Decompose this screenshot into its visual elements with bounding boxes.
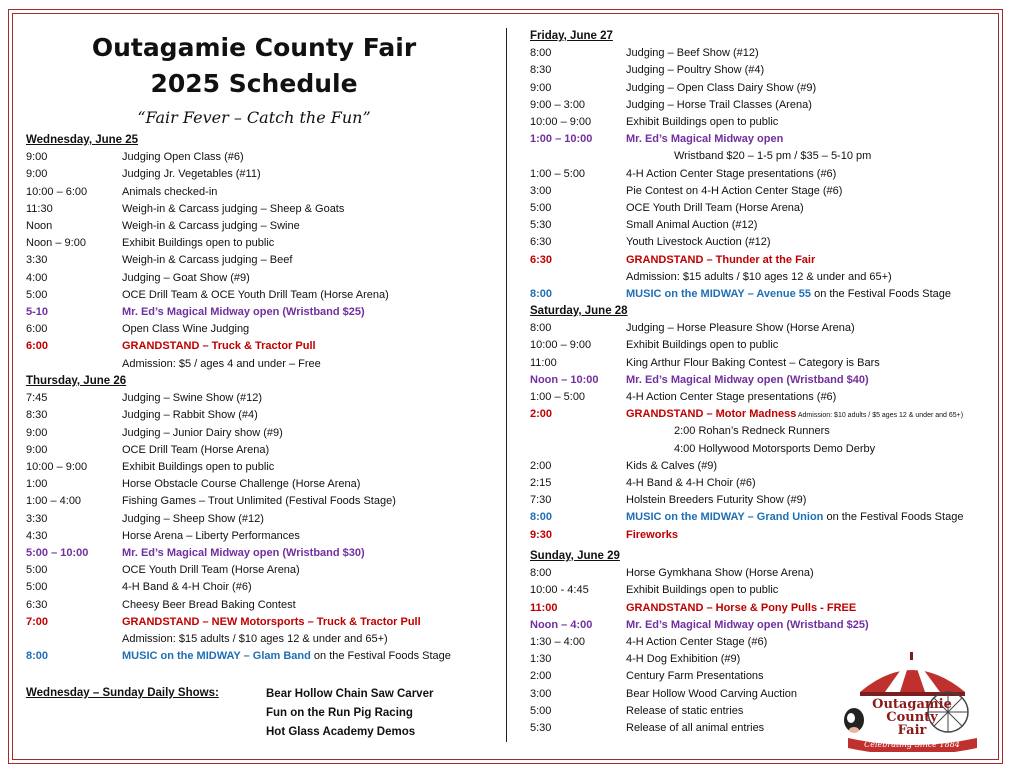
schedule-row bbox=[530, 82, 1000, 96]
event-description: Wristband $20 – 1-5 pm / $35 – 5-10 pm bbox=[674, 150, 872, 163]
event-description: Exhibit Buildings open to public bbox=[626, 584, 779, 597]
day-heading-thu: Thursday, June 26 bbox=[26, 375, 127, 387]
event-time: 5:00 bbox=[26, 581, 48, 594]
event-description: 4-H Action Center Stage (#6) bbox=[626, 636, 768, 648]
event-time: 6:00 bbox=[26, 323, 48, 336]
event-time: 10:00 – 9:00 bbox=[26, 461, 88, 473]
event-time: Noon bbox=[26, 220, 53, 232]
daily-show-item: Hot Glass Academy Demos bbox=[266, 726, 416, 738]
event-description: Horse Gymkhana Show (Horse Arena) bbox=[626, 567, 814, 580]
schedule-row bbox=[26, 581, 496, 595]
event-description: Judging Open Class (#6) bbox=[122, 151, 244, 164]
event-description: Judging Jr. Vegetables (#11) bbox=[122, 168, 261, 181]
event-description: MUSIC on the MIDWAY – Avenue 55 bbox=[626, 288, 812, 300]
day-heading-wed: Wednesday, June 25 bbox=[26, 134, 139, 146]
event-description: 4-H Action Center Stage presentations (#6) bbox=[626, 391, 837, 403]
event-description: GRANDSTAND – Thunder at the Fair bbox=[626, 253, 816, 266]
schedule-row bbox=[26, 358, 496, 372]
event-description: Kids & Calves (#9) bbox=[626, 459, 718, 472]
event-time: 8:30 bbox=[26, 409, 48, 422]
schedule-row bbox=[26, 547, 496, 561]
event-description: MUSIC on the MIDWAY – Grand Union bbox=[626, 511, 824, 524]
event-time: 1:30 – 4:00 bbox=[530, 636, 586, 648]
schedule-row bbox=[530, 339, 1000, 353]
event-time: 8:00 bbox=[530, 47, 552, 60]
event-time: 5:00 – 10:00 bbox=[26, 547, 89, 559]
event-description: Admission: $5 / ages 4 and under – Free bbox=[122, 357, 321, 370]
event-description: Horse Obstacle Course Challenge (Horse Arena) bbox=[122, 478, 361, 491]
event-time: 10:00 – 9:00 bbox=[530, 339, 592, 352]
event-time: 5:30 bbox=[530, 722, 552, 734]
event-time: 10:00 - 4:45 bbox=[530, 584, 589, 597]
event-time: 8:00 bbox=[530, 511, 553, 524]
schedule-row bbox=[26, 254, 496, 268]
schedule-row bbox=[26, 220, 496, 234]
schedule-row bbox=[530, 150, 1000, 164]
page-title-line1: Outagamie County Fair bbox=[91, 33, 417, 62]
event-description: OCE Youth Drill Team (Horse Arena) bbox=[122, 564, 300, 577]
schedule-row bbox=[530, 619, 1000, 633]
schedule-row bbox=[530, 584, 1000, 598]
event-time: 9:00 bbox=[26, 443, 48, 456]
schedule-row bbox=[26, 616, 496, 630]
event-description: Small Animal Auction (#12) bbox=[626, 219, 758, 232]
event-time: 5:00 bbox=[530, 704, 552, 717]
schedule-row bbox=[530, 636, 1000, 650]
schedule-row bbox=[530, 64, 1000, 78]
event-time: Noon – 4:00 bbox=[530, 618, 593, 631]
event-time: 10:00 – 6:00 bbox=[26, 185, 88, 198]
event-description: 4-H Band & 4-H Choir (#6) bbox=[122, 581, 252, 594]
event-description: Weigh-in & Carcass judging – Sheep & Goats bbox=[122, 202, 345, 215]
event-time: 11:00 bbox=[530, 601, 558, 614]
schedule-row bbox=[26, 151, 496, 165]
schedule-row bbox=[530, 219, 1000, 233]
schedule-row bbox=[26, 409, 496, 423]
schedule-row bbox=[530, 271, 1000, 285]
event-time: 3:30 bbox=[26, 512, 48, 525]
schedule-row bbox=[530, 477, 1000, 491]
daily-shows-heading: Wednesday – Sunday Daily Shows: bbox=[26, 687, 219, 699]
event-description: Admission: $15 adults / $10 ages 12 & under and 65+) bbox=[626, 270, 892, 283]
event-description: Release of static entries bbox=[626, 704, 744, 717]
event-line bbox=[626, 408, 963, 422]
schedule-row bbox=[530, 357, 1000, 371]
event-description: OCE Youth Drill Team (Horse Arena) bbox=[626, 202, 804, 214]
column-divider bbox=[506, 28, 507, 742]
event-description: Release of all animal entries bbox=[626, 722, 765, 734]
event-time: 5:00 bbox=[26, 564, 48, 577]
event-description: Pie Contest on 4-H Action Center Stage (#6) bbox=[626, 184, 843, 197]
event-description: 4-H Dog Exhibition (#9) bbox=[626, 653, 741, 666]
event-description: 4-H Band & 4-H Choir (#6) bbox=[626, 477, 756, 489]
event-description: 4-H Action Center Stage presentations (#6) bbox=[626, 167, 837, 180]
schedule-row bbox=[26, 340, 496, 354]
schedule-row bbox=[530, 322, 1000, 336]
event-time: 7:00 bbox=[26, 615, 49, 628]
event-description: Judging – Rabbit Show (#4) bbox=[122, 409, 258, 422]
schedule-row bbox=[530, 408, 1000, 422]
event-time: 3:00 bbox=[530, 184, 552, 197]
event-description: Judging – Beef Show (#12) bbox=[626, 47, 759, 60]
event-description: Mr. Ed’s Magical Midway open (Wristband $25) bbox=[122, 306, 365, 318]
event-time: 6:30 bbox=[26, 598, 48, 611]
schedule-row bbox=[530, 288, 1000, 302]
event-description: GRANDSTAND – Truck & Tractor Pull bbox=[122, 340, 316, 353]
event-suffix: on the Festival Foods Stage bbox=[310, 650, 451, 663]
event-description: Exhibit Buildings open to public bbox=[626, 116, 779, 128]
schedule-row bbox=[530, 202, 1000, 216]
event-description: Mr. Ed’s Magical Midway open (Wristband $25) bbox=[626, 618, 869, 631]
event-description: Exhibit Buildings open to public bbox=[122, 237, 275, 250]
schedule-row bbox=[26, 564, 496, 578]
event-line bbox=[626, 288, 951, 301]
event-description: Mr. Ed’s Magical Midway open (Wristband $40) bbox=[626, 373, 869, 386]
schedule-row bbox=[26, 392, 496, 406]
event-time: 2:00 bbox=[530, 670, 552, 683]
event-time: 7:45 bbox=[26, 392, 48, 405]
event-suffix: Admission: $10 adults / $5 ages 12 & under and 65+) bbox=[796, 412, 964, 420]
event-description: Century Farm Presentations bbox=[626, 670, 764, 683]
event-description: GRANDSTAND – Motor Madness bbox=[626, 408, 797, 421]
schedule-row bbox=[530, 391, 1000, 405]
schedule-row bbox=[26, 478, 496, 492]
schedule-row bbox=[530, 168, 1000, 182]
event-description: Judging – Poultry Show (#4) bbox=[626, 64, 765, 77]
schedule-row bbox=[26, 650, 496, 664]
event-time: 9:00 bbox=[26, 168, 48, 181]
event-description: Holstein Breeders Futurity Show (#9) bbox=[626, 494, 807, 507]
fair-theme: “Fair Fever – Catch the Fun” bbox=[137, 108, 371, 127]
event-description: King Arthur Flour Baking Contest – Category is Bars bbox=[626, 356, 880, 369]
event-description: Fireworks bbox=[626, 528, 678, 541]
event-line bbox=[122, 650, 451, 663]
event-time: 9:00 – 3:00 bbox=[530, 98, 586, 111]
day-heading-sat: Saturday, June 28 bbox=[530, 305, 628, 317]
schedule-row bbox=[530, 116, 1000, 130]
schedule-row bbox=[530, 185, 1000, 199]
event-description: Judging – Horse Pleasure Show (Horse Arena) bbox=[626, 322, 855, 335]
logo-text-1: Outagamie bbox=[872, 697, 952, 712]
schedule-row bbox=[26, 237, 496, 251]
event-description: Exhibit Buildings open to public bbox=[122, 461, 275, 473]
event-time: 1:00 – 10:00 bbox=[530, 133, 593, 146]
event-description: Open Class Wine Judging bbox=[122, 323, 250, 336]
event-description: Weigh-in & Carcass judging – Beef bbox=[122, 254, 293, 267]
event-description: Mr. Ed’s Magical Midway open (Wristband $30) bbox=[122, 547, 365, 559]
schedule-row bbox=[530, 254, 1000, 268]
event-time: 4:30 bbox=[26, 529, 48, 542]
schedule-row bbox=[26, 186, 496, 200]
page-title-line2: 2025 Schedule bbox=[150, 69, 358, 98]
event-description: Bear Hollow Wood Carving Auction bbox=[626, 687, 797, 700]
schedule-row bbox=[530, 529, 1000, 543]
event-time: 11:30 bbox=[26, 202, 53, 215]
event-time: 2:00 bbox=[530, 408, 553, 421]
schedule-row bbox=[26, 513, 496, 527]
event-description: GRANDSTAND – Horse & Pony Pulls - FREE bbox=[626, 601, 857, 614]
schedule-row bbox=[26, 461, 496, 475]
event-time: 6:00 bbox=[26, 340, 49, 353]
event-description: Judging – Horse Trail Classes (Arena) bbox=[626, 98, 812, 111]
event-time: 4:00 bbox=[26, 271, 48, 284]
event-time: 11:00 bbox=[530, 356, 557, 369]
event-description: Mr. Ed’s Magical Midway open bbox=[626, 133, 784, 146]
event-description: MUSIC on the MIDWAY – Glam Band bbox=[122, 650, 311, 663]
schedule-row bbox=[26, 168, 496, 182]
schedule-row bbox=[530, 602, 1000, 616]
schedule-row bbox=[26, 203, 496, 217]
schedule-row bbox=[530, 99, 1000, 113]
event-time: 8:30 bbox=[530, 64, 552, 77]
event-suffix: on the Festival Foods Stage bbox=[823, 511, 964, 524]
schedule-row bbox=[26, 427, 496, 441]
event-time: 2:15 bbox=[530, 477, 552, 489]
event-time: 9:00 bbox=[26, 151, 48, 164]
event-time: 3:30 bbox=[26, 254, 48, 267]
cow-icon bbox=[844, 708, 864, 733]
schedule-row bbox=[530, 460, 1000, 474]
event-time: 5:30 bbox=[530, 219, 552, 232]
event-time: 1:00 – 5:00 bbox=[530, 391, 586, 403]
event-time: 8:00 bbox=[530, 567, 552, 580]
event-description: Exhibit Buildings open to public bbox=[626, 339, 779, 352]
event-description: Judging – Goat Show (#9) bbox=[122, 271, 250, 284]
event-time: 3:00 bbox=[530, 687, 552, 700]
event-time: 2:00 bbox=[530, 459, 552, 472]
daily-show-item: Fun on the Run Pig Racing bbox=[266, 707, 413, 719]
fair-logo bbox=[840, 652, 985, 752]
event-description: Admission: $15 adults / $10 ages 12 & under and 65+) bbox=[122, 633, 388, 645]
day-heading-fri: Friday, June 27 bbox=[530, 30, 613, 42]
event-time: 8:00 bbox=[530, 288, 553, 300]
event-time: 10:00 – 9:00 bbox=[530, 116, 592, 128]
event-time: 9:00 bbox=[530, 81, 552, 94]
event-description: Fishing Games – Trout Unlimited (Festival Foods Stage) bbox=[122, 495, 396, 508]
event-line bbox=[626, 511, 963, 524]
event-time: 9:30 bbox=[530, 528, 553, 541]
event-time: Noon – 9:00 bbox=[26, 237, 86, 250]
event-time: 6:30 bbox=[530, 236, 552, 249]
schedule-row bbox=[26, 495, 496, 509]
schedule-row bbox=[530, 133, 1000, 147]
event-time: 5:00 bbox=[26, 288, 48, 301]
event-description: Judging – Swine Show (#12) bbox=[122, 392, 263, 405]
event-time: 1:00 – 4:00 bbox=[26, 495, 82, 508]
event-time: 6:30 bbox=[530, 253, 553, 266]
event-time: Noon – 10:00 bbox=[530, 373, 599, 386]
event-description: 2:00 Rohan’s Redneck Runners bbox=[674, 425, 830, 438]
event-description: 4:00 Hollywood Motorsports Demo Derby bbox=[674, 442, 876, 455]
schedule-row bbox=[530, 374, 1000, 388]
event-description: Judging – Junior Dairy show (#9) bbox=[122, 426, 283, 439]
event-time: 1:00 bbox=[26, 478, 48, 491]
schedule-row bbox=[26, 272, 496, 286]
schedule-row bbox=[530, 443, 1000, 457]
event-time: 1:00 – 5:00 bbox=[530, 167, 586, 180]
schedule-row bbox=[26, 323, 496, 337]
daily-show-item: Bear Hollow Chain Saw Carver bbox=[266, 688, 434, 700]
event-description: OCE Drill Team & OCE Youth Drill Team (Horse Arena) bbox=[122, 288, 389, 301]
schedule-row bbox=[530, 47, 1000, 61]
event-description: Horse Arena – Liberty Performances bbox=[122, 529, 300, 542]
event-description: OCE Drill Team (Horse Arena) bbox=[122, 443, 270, 456]
event-time: 8:00 bbox=[530, 322, 552, 335]
event-description: Weigh-in & Carcass judging – Swine bbox=[122, 220, 300, 232]
schedule-row bbox=[530, 567, 1000, 581]
schedule-row bbox=[530, 236, 1000, 250]
event-time: 9:00 bbox=[26, 426, 48, 439]
event-description: Judging – Sheep Show (#12) bbox=[122, 512, 264, 525]
event-time: 5-10 bbox=[26, 306, 49, 318]
event-time: 7:30 bbox=[530, 494, 552, 507]
schedule-row bbox=[530, 494, 1000, 508]
schedule-row bbox=[26, 633, 496, 647]
event-description: Cheesy Beer Bread Baking Contest bbox=[122, 598, 296, 611]
event-suffix: on the Festival Foods Stage bbox=[811, 288, 952, 300]
event-description: GRANDSTAND – NEW Motorsports – Truck & Tractor Pull bbox=[122, 615, 421, 628]
event-description: Animals checked-in bbox=[122, 185, 218, 198]
event-description: Youth Livestock Auction (#12) bbox=[626, 236, 771, 249]
logo-banner-text: Celebrating Since 1884 bbox=[864, 740, 960, 749]
logo-text-2: County bbox=[886, 710, 938, 725]
schedule-row bbox=[26, 530, 496, 544]
event-time: 5:00 bbox=[530, 202, 552, 214]
event-time: 8:00 bbox=[26, 650, 49, 663]
schedule-row bbox=[26, 289, 496, 303]
event-description: Judging – Open Class Dairy Show (#9) bbox=[626, 81, 817, 94]
event-time: 1:30 bbox=[530, 653, 552, 666]
schedule-row bbox=[530, 511, 1000, 525]
tent-icon bbox=[860, 652, 965, 696]
schedule-row bbox=[26, 444, 496, 458]
schedule-row bbox=[530, 425, 1000, 439]
logo-text-3: Fair bbox=[897, 723, 927, 738]
day-heading-sun: Sunday, June 29 bbox=[530, 550, 620, 562]
schedule-row bbox=[26, 306, 496, 320]
schedule-row bbox=[26, 599, 496, 613]
